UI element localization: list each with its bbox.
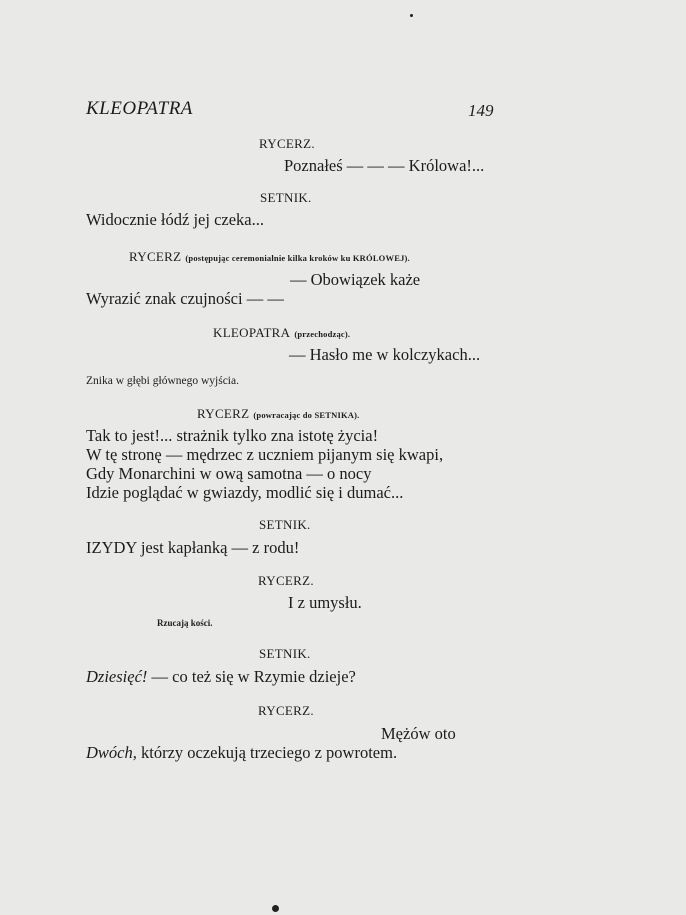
speaker-name: RYCERZ: [197, 406, 250, 421]
verse-line: Wyrazić znak czujności — —: [86, 289, 284, 308]
verse-line: Poznałeś — — — Królowa!...: [284, 156, 485, 175]
verse-text: — co też się w Rzymie dzieje?: [151, 667, 356, 686]
stage-direction: (powracając do SETNIKA).: [253, 410, 360, 420]
speaker-with-direction: [129, 249, 410, 265]
verse-line: [86, 669, 356, 686]
verse-italic-word: Dziesięć!: [86, 667, 148, 686]
ink-speck: [410, 14, 413, 17]
speaker-with-direction: [197, 406, 359, 422]
verse-line: Idzie poglądać w gwiazdy, modlić się i dumać...: [86, 483, 404, 502]
verse-line: [86, 745, 397, 762]
stage-direction: (przechodząc).: [294, 329, 351, 339]
verse-line: Widocznie łódź jej czeka...: [86, 210, 264, 229]
verse-line: — Obowiązek każe: [290, 270, 421, 289]
ink-speck: [272, 905, 279, 912]
verse-line: IZYDY jest kapłanką — z rodu!: [86, 538, 300, 557]
speaker-name: SETNIK.: [259, 646, 311, 661]
stage-direction: Rzucają kości.: [157, 618, 213, 628]
speaker-name: RYCERZ.: [258, 703, 314, 718]
speaker-name: SETNIK.: [259, 517, 311, 532]
running-title: KLEOPATRA: [86, 98, 193, 119]
verse-line: I z umysłu.: [288, 593, 362, 612]
verse-line: Tak to jest!... strażnik tylko zna istotę życia!: [86, 426, 379, 445]
verse-line: — Hasło me w kolczykach...: [289, 345, 481, 364]
speaker-name: RYCERZ.: [259, 136, 315, 151]
verse-italic-word: Dwóch,: [86, 743, 137, 762]
page-number: 149: [468, 101, 494, 120]
speaker-with-direction: [213, 325, 350, 341]
verse-line: Mężów oto: [381, 724, 456, 743]
verse-text: którzy oczekują trzeciego z powrotem.: [141, 743, 398, 762]
speaker-name: RYCERZ: [129, 249, 182, 264]
speaker-name: SETNIK.: [260, 190, 312, 205]
speaker-name: KLEOPATRA: [213, 325, 291, 340]
speaker-name: RYCERZ.: [258, 573, 314, 588]
stage-direction: (postępując ceremonialnie kilka kroków ku KRÓLOWEJ).: [185, 253, 410, 263]
stage-direction: Znika w głębi głównego wyjścia.: [86, 375, 239, 387]
verse-line: Gdy Monarchini w ową samotna — o nocy: [86, 464, 372, 483]
verse-line: W tę stronę — mędrzec z uczniem pijanym się kwapi,: [86, 445, 444, 464]
